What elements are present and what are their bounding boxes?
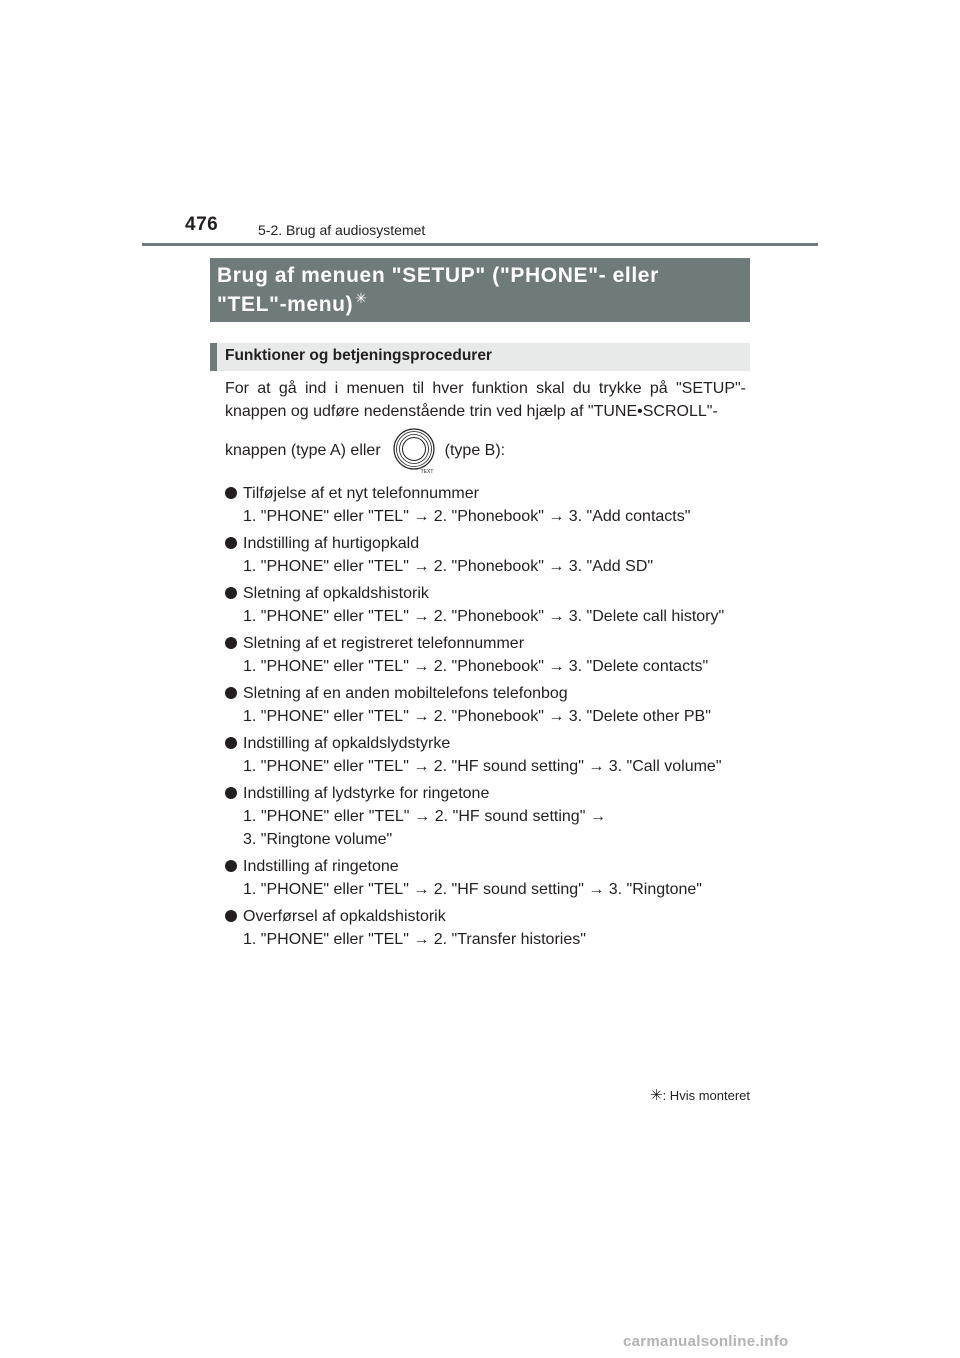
bullet-icon [225,860,237,872]
header-rule [142,243,818,246]
list-item [225,582,746,628]
list-item [225,632,746,678]
item-steps: 1. "PHONE" eller "TEL" → 2. "Phonebook" → 3. "Add SD" [243,558,654,575]
list-item [225,855,746,901]
footnote-star-icon: ✳ [355,290,368,306]
bullet-icon [225,687,237,699]
item-steps: 1. "PHONE" eller "TEL" → 2. "Phonebook" → 3. "Delete other PB" [243,708,711,725]
item-title: Sletning af opkaldshistorik [243,585,429,602]
footnote [650,1086,750,1104]
bullet-icon [225,910,237,922]
item-steps: 1. "PHONE" eller "TEL" → 2. "Phonebook" → 3. "Add contacts" [243,508,691,525]
footnote-star-icon: ✳ [650,1087,663,1104]
intro-after-icon: (type B): [444,442,506,459]
intro-paragraph: For at gå ind i menuen til hver funktion skal du trykke på "SETUP"-knappen og udføre nedenstående trin ved hjælp af "TUNE•SCROLL"- [225,380,746,420]
item-steps: 1. "PHONE" eller "TEL" → 2. "HF sound setting" → 3. "Ringtone volume" [243,808,606,848]
item-steps: 1. "PHONE" eller "TEL" → 2. "Phonebook" → 3. "Delete contacts" [243,658,709,675]
bullet-icon [225,737,237,749]
text-knob-icon [390,427,438,475]
item-steps: 1. "PHONE" eller "TEL" → 2. "Phonebook" → 3. "Delete call history" [243,608,725,625]
page-number: 476 [185,214,219,235]
knob-label: TEXT [420,469,434,475]
item-title: Tilføjelse af et nyt telefonnummer [243,485,479,502]
item-title: Overførsel af opkaldshistorik [243,908,446,925]
item-title: Sletning af en anden mobiltelefons telefonbog [243,685,568,702]
section-title [210,258,750,322]
item-title: Indstilling af opkaldslydstyrke [243,735,451,752]
footnote-text: : Hvis monteret [662,1088,750,1103]
bullet-icon [225,487,237,499]
bullet-icon [225,637,237,649]
bullet-icon [225,587,237,599]
title-line-1: Brug af menuen "SETUP" ("PHONE"- eller [217,264,659,287]
title-line-2-text: "TEL"-menu) [217,293,354,316]
item-steps: 1. "PHONE" eller "TEL" → 2. "HF sound setting" → 3. "Call volume" [243,758,722,775]
intro-line-with-icon [225,425,505,477]
list-item [225,732,746,778]
item-steps: 1. "PHONE" eller "TEL" → 2. "Transfer histories" [243,931,586,948]
watermark: carmanualsonline.info [623,1333,789,1350]
list-item [225,482,746,528]
list-item [225,532,746,578]
list-item [225,905,746,951]
item-steps: 1. "PHONE" eller "TEL" → 2. "HF sound setting" → 3. "Ringtone" [243,881,702,898]
item-title: Sletning af et registreret telefonnummer [243,635,525,652]
bullet-icon [225,537,237,549]
procedure-list [225,482,746,955]
section-label: 5-2. Brug af audiosystemet [258,222,426,238]
bullet-icon [225,787,237,799]
intro-before-icon: knappen (type A) eller [225,442,381,459]
title-line-2 [217,290,742,319]
item-title: Indstilling af ringetone [243,858,399,875]
list-item [225,782,746,851]
subsection-title: Funktioner og betjeningsprocedurer [210,343,750,371]
list-item [225,682,746,728]
item-title: Indstilling af hurtigopkald [243,535,420,552]
item-title: Indstilling af lydstyrke for ringetone [243,785,490,802]
